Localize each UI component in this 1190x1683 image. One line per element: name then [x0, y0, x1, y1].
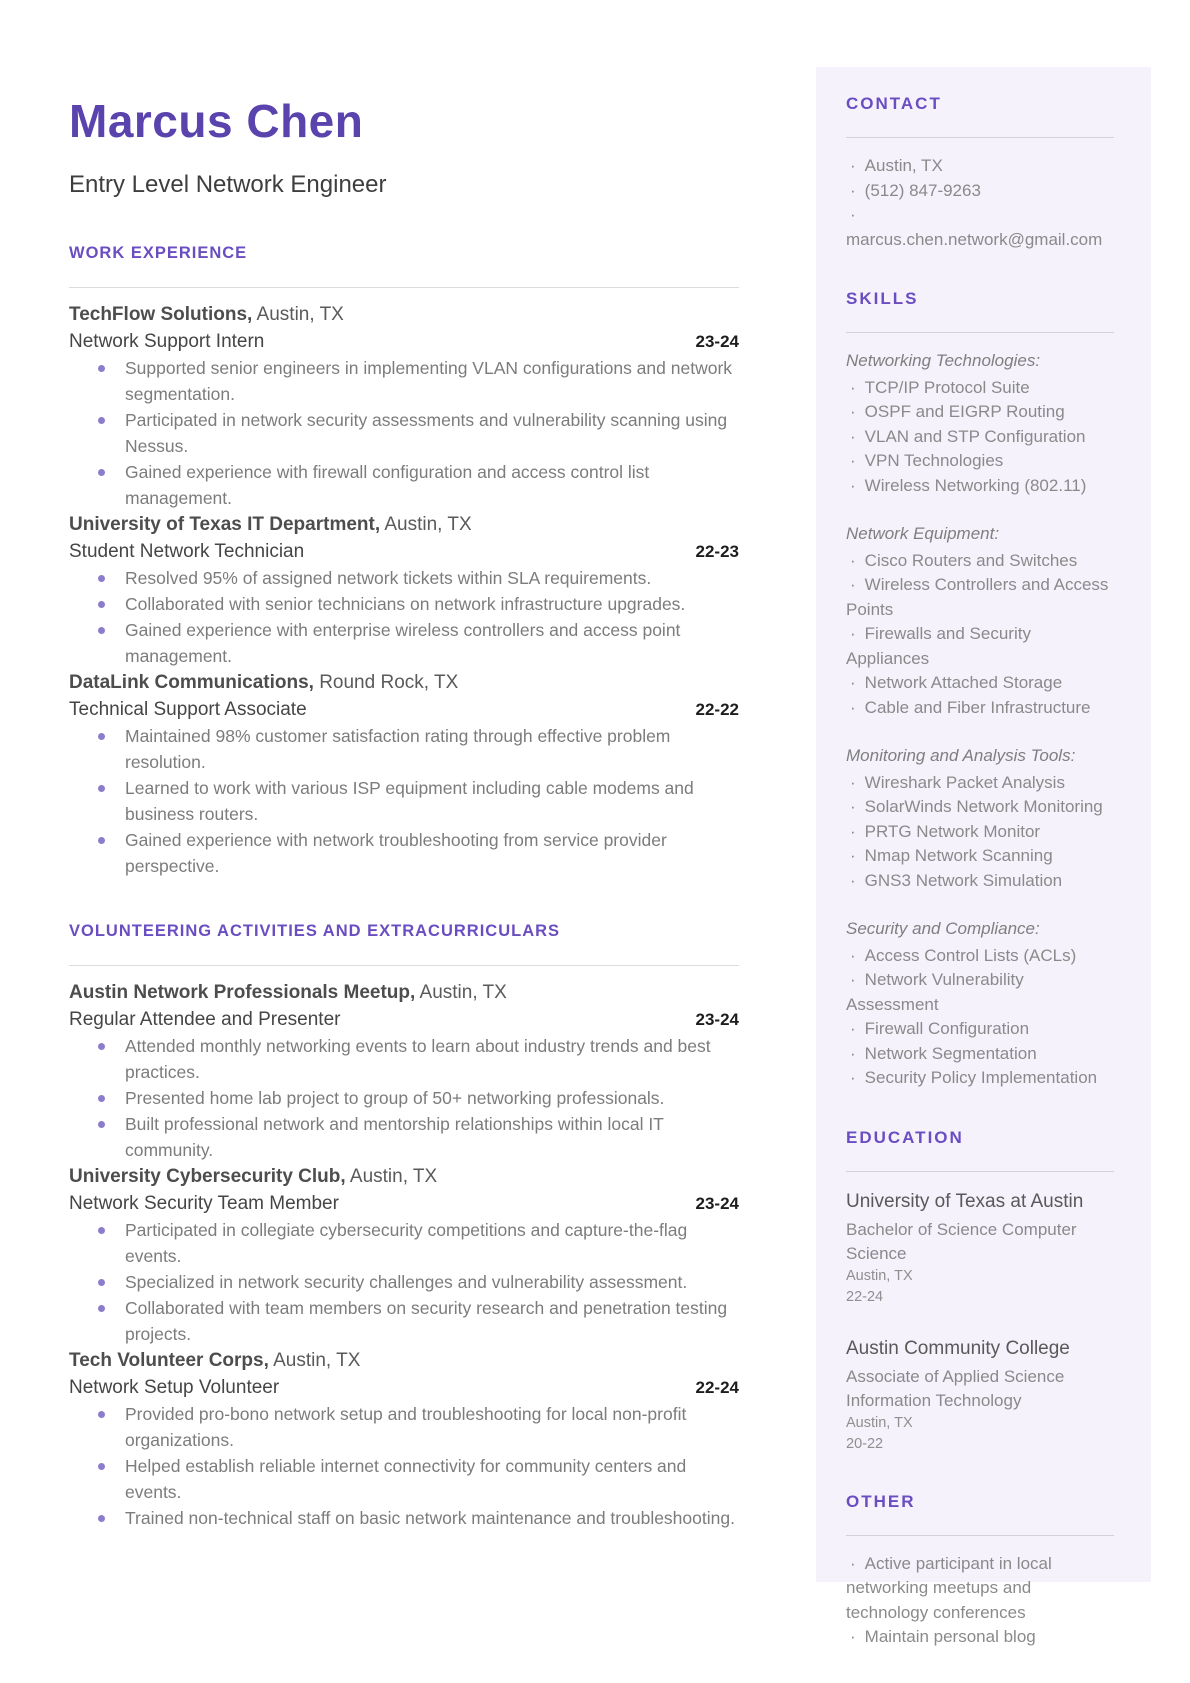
entry-subheader [69, 328, 739, 355]
organization-location: Austin, TX [273, 1350, 361, 1371]
skill-item: · TCP/IP Protocol Suite [846, 376, 1114, 401]
bullet-dot: · [850, 797, 856, 816]
sidebar-divider [846, 1535, 1114, 1536]
other-item: · Active participant in local networking meetups and technology conferences [846, 1553, 1052, 1622]
experience-entry [69, 511, 739, 669]
experience-entry [69, 669, 739, 879]
experience-entry [69, 301, 739, 511]
skill-item: · Wireshark Packet Analysis [846, 771, 1114, 796]
role-title: Network Security Team Member [69, 1193, 339, 1214]
bullet-dot: · [850, 673, 856, 692]
organization-name: University Cybersecurity Club, [69, 1166, 346, 1187]
bullet-item: Gained experience with enterprise wireless controllers and access point management. [69, 617, 739, 669]
bullet-item: Specialized in network security challenges and vulnerability assessment. [69, 1269, 739, 1295]
bullet-item: Trained non-technical staff on basic network maintenance and troubleshooting. [69, 1505, 739, 1531]
company-name: TechFlow Solutions, [69, 304, 253, 325]
skill-group [846, 744, 1114, 893]
bullet-dot: · [850, 575, 856, 594]
bullet-item: Gained experience with network troubleshooting from service provider perspective. [69, 827, 739, 879]
bullet-item: Maintained 98% customer satisfaction rating through effective problem resolution. [69, 723, 739, 775]
skill-item: · VLAN and STP Configuration [846, 425, 1114, 450]
skill-item: · Wireless Controllers and Access Points [846, 575, 1109, 619]
skill-item: · GNS3 Network Simulation [846, 869, 1114, 894]
skill-item: · Cisco Routers and Switches [846, 549, 1114, 574]
role-title: Network Support Intern [69, 331, 265, 352]
date-range: 22-24 [695, 1378, 739, 1397]
education-entry [846, 1188, 1114, 1308]
entry-subheader [69, 696, 739, 723]
volunteering-entry [69, 1163, 739, 1347]
section-divider [69, 965, 739, 966]
resume-name: Marcus Chen [69, 95, 364, 147]
entry-header [69, 511, 739, 538]
degree: Associate of Applied Science Information Technology [846, 1366, 1065, 1410]
skill-item: · Access Control Lists (ACLs) [846, 944, 1114, 969]
company-name: DataLink Communications, [69, 672, 314, 693]
main-column [69, 95, 739, 1531]
bullet-list [69, 565, 739, 669]
entry-header [69, 979, 739, 1006]
role-title: Technical Support Associate [69, 699, 307, 720]
bullet-item: Supported senior engineers in implementing VLAN configurations and network segmentation. [69, 355, 739, 407]
school-location: Austin, TX [846, 1414, 913, 1431]
skill-item: · OSPF and EIGRP Routing [846, 400, 1114, 425]
sidebar-section-contact [846, 93, 1114, 252]
sidebar-divider [846, 137, 1114, 138]
bullet-list [69, 1401, 739, 1531]
skill-group [846, 522, 1114, 720]
date-range: 23-24 [695, 1010, 739, 1029]
skill-group [846, 917, 1114, 1091]
sidebar-divider [846, 1171, 1114, 1172]
sidebar-section-other [846, 1491, 1114, 1650]
sidebar-heading: OTHER [846, 1491, 916, 1511]
school-name: University of Texas at Austin [846, 1190, 1084, 1212]
role-title: Network Setup Volunteer [69, 1377, 280, 1398]
entry-subheader [69, 1190, 739, 1217]
company-location: Austin, TX [384, 514, 472, 535]
section-divider [69, 287, 739, 288]
company-location: Round Rock, TX [319, 672, 459, 693]
entry-header [69, 669, 739, 696]
date-range: 22-23 [695, 542, 739, 561]
bullet-item: Resolved 95% of assigned network tickets within SLA requirements. [69, 565, 739, 591]
company-name: University of Texas IT Department, [69, 514, 381, 535]
skill-item: · Nmap Network Scanning [846, 844, 1114, 869]
bullet-list [69, 723, 739, 879]
bullet-item: Presented home lab project to group of 50+ networking professionals. [69, 1085, 739, 1111]
bullet-dot: · [850, 1068, 856, 1087]
date-range: 23-24 [695, 1194, 739, 1213]
bullet-dot: · [850, 1019, 856, 1038]
skill-category-label: Security and Compliance: [846, 919, 1040, 938]
bullet-dot: · [850, 426, 856, 446]
sidebar-divider [846, 332, 1114, 333]
entry-subheader [69, 1006, 739, 1033]
bullet-dot: · [850, 377, 856, 397]
skill-item: · Cable and Fiber Infrastructure [846, 696, 1114, 721]
section-volunteering [69, 921, 739, 1531]
company-location: Austin, TX [256, 304, 344, 325]
skill-category-label: Monitoring and Analysis Tools: [846, 746, 1076, 765]
bullet-dot: · [850, 205, 856, 224]
bullet-dot: · [850, 697, 856, 717]
bullet-dot: · [850, 1043, 856, 1063]
sidebar-heading: EDUCATION [846, 1127, 964, 1147]
bullet-dot: · [850, 970, 856, 989]
bullet-list [69, 1033, 739, 1163]
entry-subheader [69, 1374, 739, 1401]
bullet-dot: · [850, 624, 856, 643]
section-heading: WORK EXPERIENCE [69, 244, 248, 262]
sidebar-heading: CONTACT [846, 94, 942, 113]
bullet-item: Gained experience with firewall configuration and access control list management. [69, 459, 739, 511]
resume-job-title: Entry Level Network Engineer [69, 171, 387, 198]
bullet-item: Participated in network security assessments and vulnerability scanning using Nessus. [69, 407, 739, 459]
organization-name: Austin Network Professionals Meetup, [69, 982, 416, 1003]
organization-name: Tech Volunteer Corps, [69, 1350, 269, 1371]
skill-item: · Security Policy Implementation [846, 1066, 1114, 1091]
bullet-dot: · [850, 870, 856, 890]
date-range: 23-24 [695, 332, 739, 351]
school-dates: 20-22 [846, 1435, 884, 1452]
sidebar-section-skills [846, 288, 1114, 1091]
role-title: Student Network Technician [69, 541, 305, 562]
skill-category-label: Network Equipment: [846, 524, 1000, 543]
volunteering-entry [69, 979, 739, 1163]
bullet-dot: · [850, 772, 856, 792]
bullet-dot: · [850, 402, 856, 421]
bullet-dot: · [850, 475, 856, 495]
degree: Bachelor of Science Computer Science [846, 1219, 1077, 1263]
entry-header [69, 1347, 739, 1374]
school-location: Austin, TX [846, 1267, 913, 1284]
skill-item: · Firewall Configuration [846, 1017, 1114, 1042]
skill-item: · Firewalls and Security Appliances [846, 624, 1031, 668]
school-name: Austin Community College [846, 1337, 1070, 1359]
bullet-list [69, 1217, 739, 1347]
entry-header [69, 301, 739, 328]
school-dates: 22-24 [846, 1288, 884, 1305]
skill-item: · VPN Technologies [846, 449, 1114, 474]
contact-phone: · (512) 847-9263 [846, 179, 1114, 204]
education-entry [846, 1335, 1114, 1455]
section-work-experience [69, 243, 739, 879]
bullet-item: Collaborated with senior technicians on network infrastructure upgrades. [69, 591, 739, 617]
skill-item: · Network Vulnerability Assessment [846, 970, 1024, 1014]
date-range: 22-22 [695, 700, 739, 719]
skill-item: · Wireless Networking (802.11) [846, 474, 1114, 499]
bullet-dot: · [850, 1627, 856, 1646]
skill-category-label: Networking Technologies: [846, 351, 1041, 370]
bullet-item: Learned to work with various ISP equipment including cable modems and business routers. [69, 775, 739, 827]
bullet-dot: · [850, 821, 856, 841]
volunteering-entry [69, 1347, 739, 1531]
bullet-item: Participated in collegiate cybersecurity competitions and capture-the-flag events. [69, 1217, 739, 1269]
skill-item: · SolarWinds Network Monitoring [846, 795, 1114, 820]
bullet-dot: · [850, 945, 856, 965]
sidebar-section-education [846, 1127, 1114, 1455]
bullet-item: Collaborated with team members on security research and penetration testing projects. [69, 1295, 739, 1347]
other-item: · Maintain personal blog [846, 1625, 1114, 1650]
bullet-list [69, 355, 739, 511]
bullet-dot: · [850, 550, 856, 570]
bullet-item: Helped establish reliable internet connectivity for community centers and events. [69, 1453, 739, 1505]
sidebar-column [846, 93, 1114, 1683]
bullet-dot: · [850, 156, 856, 175]
bullet-dot: · [850, 1553, 856, 1573]
skill-item: · PRTG Network Monitor [846, 820, 1114, 845]
skill-group [846, 349, 1114, 498]
section-heading: VOLUNTEERING ACTIVITIES AND EXTRACURRICULARS [69, 922, 561, 940]
bullet-item: Provided pro-bono network setup and troubleshooting for local non-profit organizations. [69, 1401, 739, 1453]
organization-location: Austin, TX [349, 1166, 438, 1187]
sidebar-heading: SKILLS [846, 289, 919, 308]
contact-email: ·marcus.chen.network@gmail.com [846, 205, 1103, 249]
organization-location: Austin, TX [419, 982, 507, 1003]
bullet-dot: · [850, 846, 856, 865]
skill-item: · Network Attached Storage [846, 671, 1114, 696]
bullet-item: Built professional network and mentorship relationships within local IT community. [69, 1111, 739, 1163]
bullet-dot: · [850, 180, 856, 200]
bullet-dot: · [850, 451, 856, 470]
entry-subheader [69, 538, 739, 565]
bullet-item: Attended monthly networking events to learn about industry trends and best practices. [69, 1033, 739, 1085]
entry-header [69, 1163, 739, 1190]
role-title: Regular Attendee and Presenter [69, 1009, 341, 1030]
skill-item: · Network Segmentation [846, 1042, 1114, 1067]
contact-location: · Austin, TX [846, 154, 1114, 179]
